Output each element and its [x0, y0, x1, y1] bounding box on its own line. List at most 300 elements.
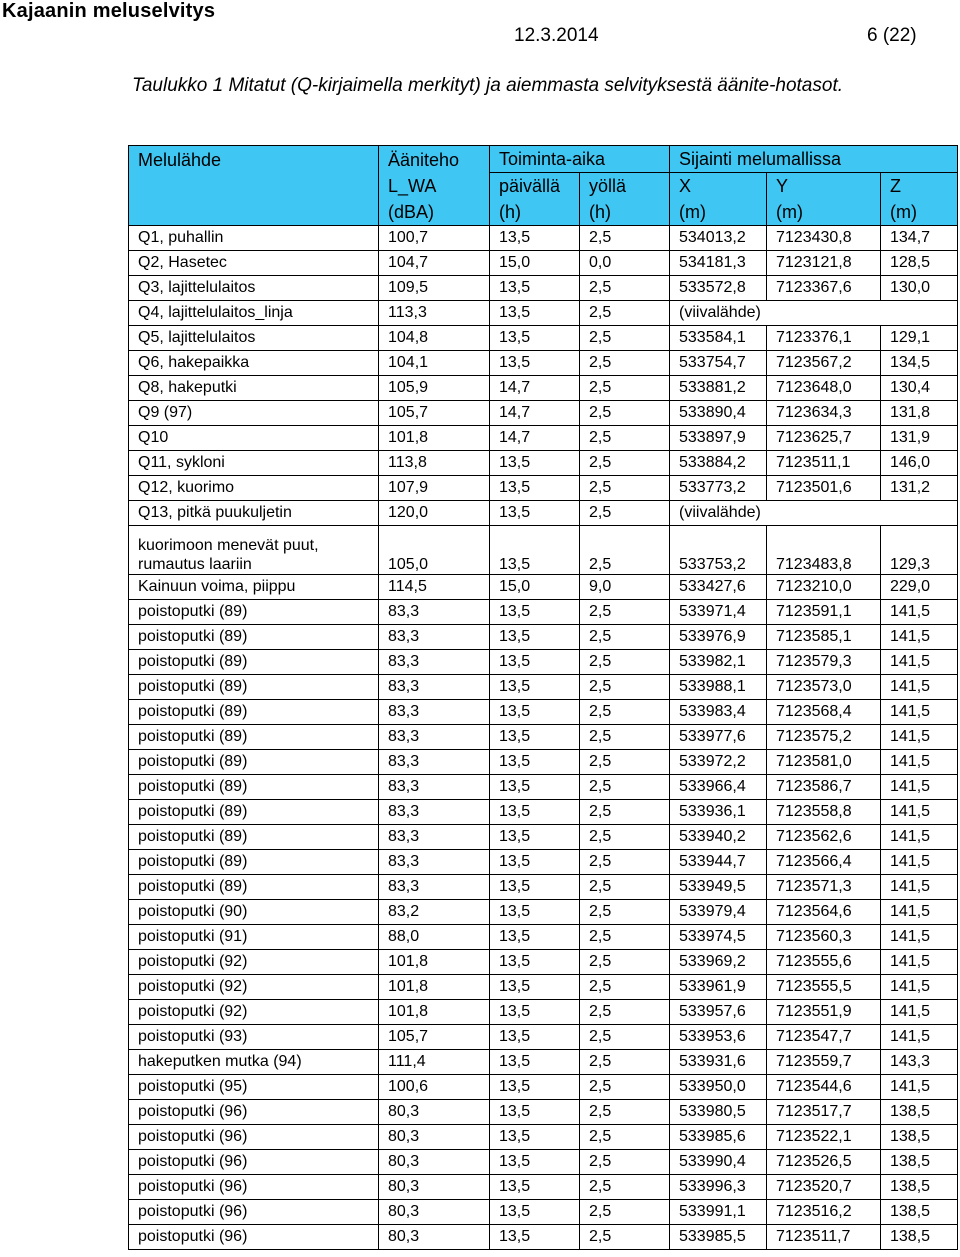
- table-row: [129, 700, 958, 725]
- cell-coord-x: 533950,0: [670, 1075, 767, 1100]
- cell-sound-power: 101,8: [379, 975, 490, 1000]
- cell-hours-day: 13,5: [490, 1225, 580, 1250]
- table-header-row: [129, 199, 958, 226]
- cell-source-name: poistoputki (92): [129, 975, 379, 1000]
- cell-hours-day: 13,5: [490, 476, 580, 501]
- cell-source-name: hakeputken mutka (94): [129, 1050, 379, 1075]
- header-power: Ääniteho: [379, 146, 490, 173]
- table-row: [129, 326, 958, 351]
- cell-source-name: Q5, lajittelulaitos: [129, 326, 379, 351]
- header-operation-time: Toiminta-aika: [490, 146, 670, 173]
- cell-coord-y: 7123210,0: [767, 575, 881, 600]
- cell-empty: [881, 501, 958, 526]
- cell-coord-y: 7123526,5: [767, 1150, 881, 1175]
- cell-sound-power: 114,5: [379, 575, 490, 600]
- table-row: [129, 900, 958, 925]
- cell-coord-y: 7123555,5: [767, 975, 881, 1000]
- cell-coord-y: 7123585,1: [767, 625, 881, 650]
- table-row: [129, 950, 958, 975]
- cell-coord-y: 7123520,7: [767, 1175, 881, 1200]
- cell-hours-day: 13,5: [490, 900, 580, 925]
- cell-sound-power: 120,0: [379, 501, 490, 526]
- cell-hours-day: 13,5: [490, 1100, 580, 1125]
- cell-hours-day: 13,5: [490, 675, 580, 700]
- cell-hours-day: 13,5: [490, 800, 580, 825]
- cell-sound-power: 83,3: [379, 750, 490, 775]
- cell-sound-power: 100,7: [379, 226, 490, 251]
- table-row: [129, 426, 958, 451]
- cell-sound-power: 101,8: [379, 1000, 490, 1025]
- table-row: [129, 625, 958, 650]
- cell-coord-y: 7123560,3: [767, 925, 881, 950]
- cell-sound-power: 80,3: [379, 1150, 490, 1175]
- cell-hours-day: 13,5: [490, 451, 580, 476]
- cell-coord-x: 533953,6: [670, 1025, 767, 1050]
- cell-sound-power: 101,8: [379, 950, 490, 975]
- table-row: [129, 1075, 958, 1100]
- cell-coord-z: 129,1: [881, 326, 958, 351]
- cell-coord-y: 7123579,3: [767, 650, 881, 675]
- cell-coord-y: 7123568,4: [767, 700, 881, 725]
- cell-hours-day: 13,5: [490, 276, 580, 301]
- cell-sound-power: 83,3: [379, 725, 490, 750]
- table-row: [129, 825, 958, 850]
- cell-source-name: poistoputki (90): [129, 900, 379, 925]
- table-row: [129, 251, 958, 276]
- cell-coord-y: 7123648,0: [767, 376, 881, 401]
- cell-coord-x: 533966,4: [670, 775, 767, 800]
- table-row: [129, 575, 958, 600]
- cell-source-name: Q4, lajittelulaitos_linja: [129, 301, 379, 326]
- cell-hours-night: 2,5: [580, 625, 670, 650]
- cell-source-name: poistoputki (89): [129, 800, 379, 825]
- cell-hours-night: 2,5: [580, 725, 670, 750]
- cell-source-name: Q1, puhallin: [129, 226, 379, 251]
- cell-source-name: Q9 (97): [129, 401, 379, 426]
- cell-hours-day: 13,5: [490, 326, 580, 351]
- cell-coord-z: 141,5: [881, 775, 958, 800]
- cell-hours-night: 2,5: [580, 326, 670, 351]
- cell-coord-z: 141,5: [881, 950, 958, 975]
- table-row: [129, 775, 958, 800]
- cell-coord-z: 141,5: [881, 675, 958, 700]
- table-row: [129, 376, 958, 401]
- cell-hours-day: 13,5: [490, 875, 580, 900]
- cell-coord-x: 533969,2: [670, 950, 767, 975]
- cell-coord-z: 141,5: [881, 975, 958, 1000]
- cell-hours-night: 2,5: [580, 875, 670, 900]
- cell-coord-x: 533990,4: [670, 1150, 767, 1175]
- cell-coord-y: 7123121,8: [767, 251, 881, 276]
- table-row: [129, 975, 958, 1000]
- cell-hours-night: 2,5: [580, 1175, 670, 1200]
- cell-hours-day: 13,5: [490, 1150, 580, 1175]
- cell-coord-x: 533957,6: [670, 1000, 767, 1025]
- cell-coord-y: 7123559,7: [767, 1050, 881, 1075]
- cell-coord-y: 7123581,0: [767, 750, 881, 775]
- cell-hours-day: 13,5: [490, 650, 580, 675]
- cell-hours-night: 2,5: [580, 925, 670, 950]
- header-empty-cell: [129, 173, 379, 200]
- cell-hours-day: 13,5: [490, 1050, 580, 1075]
- cell-sound-power: 104,8: [379, 326, 490, 351]
- cell-coord-y: 7123483,8: [767, 526, 881, 575]
- cell-sound-power: 83,3: [379, 600, 490, 625]
- cell-coord-x: 533884,2: [670, 451, 767, 476]
- cell-source-name: poistoputki (92): [129, 950, 379, 975]
- cell-hours-night: 2,5: [580, 1075, 670, 1100]
- cell-sound-power: 80,3: [379, 1125, 490, 1150]
- cell-coord-x: 533897,9: [670, 426, 767, 451]
- cell-hours-night: 2,5: [580, 900, 670, 925]
- cell-hours-night: 2,5: [580, 775, 670, 800]
- cell-coord-x: 533936,1: [670, 800, 767, 825]
- cell-coord-y: 7123573,0: [767, 675, 881, 700]
- header-unit-z: (m): [881, 199, 958, 226]
- cell-hours-day: 13,5: [490, 700, 580, 725]
- table-header-row: [129, 146, 958, 173]
- cell-coord-x: 533584,1: [670, 326, 767, 351]
- cell-source-name: poistoputki (89): [129, 750, 379, 775]
- cell-hours-night: 2,5: [580, 1025, 670, 1050]
- cell-coord-x: 533753,2: [670, 526, 767, 575]
- cell-hours-night: 2,5: [580, 1100, 670, 1125]
- cell-hours-day: 13,5: [490, 775, 580, 800]
- cell-hours-day: 14,7: [490, 376, 580, 401]
- table-row: [129, 1025, 958, 1050]
- table-row: [129, 351, 958, 376]
- cell-hours-night: 2,5: [580, 451, 670, 476]
- cell-source-name: poistoputki (96): [129, 1125, 379, 1150]
- cell-hours-day: 13,5: [490, 1000, 580, 1025]
- cell-hours-night: 2,5: [580, 700, 670, 725]
- cell-coord-x: 533991,1: [670, 1200, 767, 1225]
- cell-sound-power: 104,1: [379, 351, 490, 376]
- noise-source-table: [128, 145, 958, 1250]
- cell-sound-power: 80,3: [379, 1175, 490, 1200]
- cell-source-name: poistoputki (89): [129, 850, 379, 875]
- document-date: 12.3.2014: [514, 25, 599, 46]
- table-row: [129, 1225, 958, 1250]
- cell-coord-x: 533980,5: [670, 1100, 767, 1125]
- cell-hours-night: 2,5: [580, 226, 670, 251]
- table-row: [129, 1100, 958, 1125]
- header-y: Y: [767, 173, 881, 200]
- table-header-row: [129, 173, 958, 200]
- cell-coord-x: 533985,5: [670, 1225, 767, 1250]
- cell-coord-z: 141,5: [881, 1025, 958, 1050]
- cell-line-source-note: (viivalähde): [670, 301, 767, 326]
- cell-source-name: poistoputki (89): [129, 700, 379, 725]
- cell-hours-night: 2,5: [580, 750, 670, 775]
- cell-hours-day: 15,0: [490, 575, 580, 600]
- cell-coord-z: 141,5: [881, 1075, 958, 1100]
- cell-source-name: poistoputki (96): [129, 1175, 379, 1200]
- cell-coord-y: 7123591,1: [767, 600, 881, 625]
- cell-sound-power: 105,7: [379, 1025, 490, 1050]
- cell-hours-day: 13,5: [490, 1025, 580, 1050]
- cell-coord-x: 533988,1: [670, 675, 767, 700]
- cell-coord-z: 141,5: [881, 750, 958, 775]
- cell-coord-x: 533931,6: [670, 1050, 767, 1075]
- cell-coord-z: 143,3: [881, 1050, 958, 1075]
- cell-hours-day: 13,5: [490, 1075, 580, 1100]
- cell-coord-y: 7123555,6: [767, 950, 881, 975]
- table-row: [129, 675, 958, 700]
- cell-coord-z: 129,3: [881, 526, 958, 575]
- table-row: [129, 750, 958, 775]
- cell-hours-night: 2,5: [580, 301, 670, 326]
- cell-hours-day: 13,5: [490, 351, 580, 376]
- cell-source-name: poistoputki (89): [129, 775, 379, 800]
- cell-coord-y: 7123547,7: [767, 1025, 881, 1050]
- cell-hours-day: 13,5: [490, 301, 580, 326]
- table-row: [129, 800, 958, 825]
- cell-source-name-line1: kuorimoon menevät puut,: [138, 537, 319, 554]
- table-row: [129, 600, 958, 625]
- table-row: [129, 1175, 958, 1200]
- cell-coord-y: 7123522,1: [767, 1125, 881, 1150]
- cell-coord-z: 138,5: [881, 1175, 958, 1200]
- cell-coord-x: 533979,4: [670, 900, 767, 925]
- cell-coord-y: 7123558,8: [767, 800, 881, 825]
- cell-coord-y: 7123586,7: [767, 775, 881, 800]
- header-unit-dba: (dBA): [379, 199, 490, 226]
- cell-coord-z: 141,5: [881, 850, 958, 875]
- cell-coord-z: 141,5: [881, 725, 958, 750]
- cell-coord-z: 130,0: [881, 276, 958, 301]
- cell-coord-y: 7123551,9: [767, 1000, 881, 1025]
- cell-hours-night: 2,5: [580, 276, 670, 301]
- header-location: Sijainti melumallissa: [670, 146, 958, 173]
- cell-sound-power: 83,3: [379, 700, 490, 725]
- cell-sound-power: 101,8: [379, 426, 490, 451]
- table-row: [129, 850, 958, 875]
- cell-hours-night: 2,5: [580, 975, 670, 1000]
- cell-sound-power: 83,3: [379, 625, 490, 650]
- cell-sound-power: 83,3: [379, 775, 490, 800]
- cell-hours-day: 13,5: [490, 226, 580, 251]
- cell-source-name: poistoputki (89): [129, 875, 379, 900]
- cell-hours-night: 2,5: [580, 850, 670, 875]
- cell-source-name: Q12, kuorimo: [129, 476, 379, 501]
- page-number: 6 (22): [867, 25, 917, 46]
- cell-sound-power: 83,3: [379, 850, 490, 875]
- table-row: [129, 875, 958, 900]
- cell-coord-y: 7123430,8: [767, 226, 881, 251]
- cell-hours-night: 2,5: [580, 526, 670, 575]
- table-row: [129, 725, 958, 750]
- cell-sound-power: 80,3: [379, 1200, 490, 1225]
- cell-source-name: poistoputki (96): [129, 1225, 379, 1250]
- cell-coord-z: 229,0: [881, 575, 958, 600]
- table-row: [129, 476, 958, 501]
- cell-hours-night: 2,5: [580, 1225, 670, 1250]
- cell-coord-y: 7123634,3: [767, 401, 881, 426]
- cell-source-name: poistoputki (96): [129, 1200, 379, 1225]
- cell-hours-night: 2,5: [580, 1125, 670, 1150]
- cell-source-name: Kainuun voima, piippu: [129, 575, 379, 600]
- table-row: [129, 925, 958, 950]
- cell-hours-day: 14,7: [490, 426, 580, 451]
- cell-coord-z: 134,7: [881, 226, 958, 251]
- cell-hours-night: 2,5: [580, 950, 670, 975]
- cell-sound-power: 105,7: [379, 401, 490, 426]
- cell-source-name: poistoputki (95): [129, 1075, 379, 1100]
- cell-coord-x: 533773,2: [670, 476, 767, 501]
- cell-coord-z: 141,5: [881, 1000, 958, 1025]
- cell-hours-night: 2,5: [580, 825, 670, 850]
- cell-coord-x: 533976,9: [670, 625, 767, 650]
- cell-hours-night: 0,0: [580, 251, 670, 276]
- cell-coord-y: 7123564,6: [767, 900, 881, 925]
- cell-hours-night: 2,5: [580, 351, 670, 376]
- cell-coord-x: 533940,2: [670, 825, 767, 850]
- table-row: [129, 226, 958, 251]
- cell-coord-z: 130,4: [881, 376, 958, 401]
- table-row: [129, 1000, 958, 1025]
- header-unit-h-night: (h): [580, 199, 670, 226]
- cell-coord-z: 141,5: [881, 900, 958, 925]
- cell-source-name: poistoputki (91): [129, 925, 379, 950]
- cell-hours-night: 2,5: [580, 1150, 670, 1175]
- cell-sound-power: 83,2: [379, 900, 490, 925]
- table-row: [129, 501, 958, 526]
- cell-hours-day: 13,5: [490, 725, 580, 750]
- cell-sound-power: 107,9: [379, 476, 490, 501]
- cell-coord-z: 134,5: [881, 351, 958, 376]
- table-row: [129, 276, 958, 301]
- cell-source-name: Q2, Hasetec: [129, 251, 379, 276]
- cell-sound-power: 80,3: [379, 1100, 490, 1125]
- cell-coord-y: 7123511,7: [767, 1225, 881, 1250]
- cell-coord-x: 533985,6: [670, 1125, 767, 1150]
- document-title: Kajaanin meluselvitys: [2, 0, 216, 22]
- cell-coord-y: 7123567,2: [767, 351, 881, 376]
- header-day: päivällä: [490, 173, 580, 200]
- cell-source-name: poistoputki (89): [129, 625, 379, 650]
- cell-coord-x: 533977,6: [670, 725, 767, 750]
- cell-hours-day: 13,5: [490, 600, 580, 625]
- cell-coord-x: 534181,3: [670, 251, 767, 276]
- cell-coord-z: 141,5: [881, 800, 958, 825]
- header-empty-cell: [129, 199, 379, 226]
- cell-hours-day: 13,5: [490, 1200, 580, 1225]
- table-caption: Taulukko 1 Mitatut (Q-kirjaimella merkityt) ja aiemmasta selvityksestä äänite-hotasot.: [132, 75, 843, 96]
- cell-coord-y: 7123376,1: [767, 326, 881, 351]
- table-row: [129, 1150, 958, 1175]
- cell-source-name: poistoputki (89): [129, 825, 379, 850]
- cell-source-name: poistoputki (89): [129, 725, 379, 750]
- cell-coord-y: 7123625,7: [767, 426, 881, 451]
- cell-source-name: Q10: [129, 426, 379, 451]
- header-unit-h-day: (h): [490, 199, 580, 226]
- cell-source-name: Q3, lajittelulaitos: [129, 276, 379, 301]
- cell-hours-day: 13,5: [490, 526, 580, 575]
- cell-coord-y: 7123501,6: [767, 476, 881, 501]
- cell-empty: [767, 301, 881, 326]
- table-row: [129, 650, 958, 675]
- cell-coord-z: 141,5: [881, 825, 958, 850]
- cell-hours-day: 13,5: [490, 625, 580, 650]
- cell-source-name: poistoputki (96): [129, 1150, 379, 1175]
- cell-coord-x: 533961,9: [670, 975, 767, 1000]
- cell-coord-z: 138,5: [881, 1100, 958, 1125]
- cell-sound-power: 83,3: [379, 825, 490, 850]
- cell-coord-x: 533972,2: [670, 750, 767, 775]
- cell-coord-z: 141,5: [881, 875, 958, 900]
- cell-coord-z: 141,5: [881, 600, 958, 625]
- cell-coord-y: 7123566,4: [767, 850, 881, 875]
- header-unit-y: (m): [767, 199, 881, 226]
- table-row: [129, 451, 958, 476]
- cell-line-source-note: (viivalähde): [670, 501, 767, 526]
- cell-source-name: Q11, sykloni: [129, 451, 379, 476]
- cell-coord-z: 141,5: [881, 625, 958, 650]
- cell-hours-night: 2,5: [580, 1050, 670, 1075]
- cell-coord-x: 533971,4: [670, 600, 767, 625]
- cell-coord-z: 131,2: [881, 476, 958, 501]
- cell-coord-y: 7123516,2: [767, 1200, 881, 1225]
- cell-empty: [881, 301, 958, 326]
- cell-sound-power: 104,7: [379, 251, 490, 276]
- header-x: X: [670, 173, 767, 200]
- cell-coord-z: 141,5: [881, 925, 958, 950]
- cell-hours-night: 2,5: [580, 650, 670, 675]
- cell-sound-power: 83,3: [379, 875, 490, 900]
- cell-coord-z: 131,9: [881, 426, 958, 451]
- cell-source-name: Q6, hakepaikka: [129, 351, 379, 376]
- table-row: [129, 1050, 958, 1075]
- header-z: Z: [881, 173, 958, 200]
- cell-sound-power: 83,3: [379, 675, 490, 700]
- header-source: Melulähde: [129, 146, 379, 173]
- cell-coord-y: 7123511,1: [767, 451, 881, 476]
- cell-hours-day: 13,5: [490, 750, 580, 775]
- cell-coord-z: 141,5: [881, 700, 958, 725]
- header-lwa: L_WA: [379, 173, 490, 200]
- cell-source-name: Q8, hakeputki: [129, 376, 379, 401]
- cell-source-name: poistoputki (93): [129, 1025, 379, 1050]
- cell-source-name: poistoputki (89): [129, 675, 379, 700]
- header-unit-x: (m): [670, 199, 767, 226]
- cell-sound-power: 113,3: [379, 301, 490, 326]
- table-row: [129, 401, 958, 426]
- cell-source-name: Q13, pitkä puukuljetin: [129, 501, 379, 526]
- cell-hours-day: 13,5: [490, 850, 580, 875]
- cell-coord-y: 7123544,6: [767, 1075, 881, 1100]
- cell-sound-power: 105,0: [379, 526, 490, 575]
- cell-hours-day: 13,5: [490, 950, 580, 975]
- cell-sound-power: 100,6: [379, 1075, 490, 1100]
- cell-sound-power: 80,3: [379, 1225, 490, 1250]
- cell-hours-day: 14,7: [490, 401, 580, 426]
- cell-hours-night: 2,5: [580, 1000, 670, 1025]
- cell-sound-power: 109,5: [379, 276, 490, 301]
- cell-coord-y: 7123571,3: [767, 875, 881, 900]
- cell-coord-x: 533890,4: [670, 401, 767, 426]
- cell-hours-night: 2,5: [580, 426, 670, 451]
- cell-hours-night: 2,5: [580, 401, 670, 426]
- cell-sound-power: 111,4: [379, 1050, 490, 1075]
- cell-coord-z: 146,0: [881, 451, 958, 476]
- cell-coord-z: 138,5: [881, 1150, 958, 1175]
- cell-coord-x: 533974,5: [670, 925, 767, 950]
- cell-hours-day: 13,5: [490, 1125, 580, 1150]
- cell-hours-night: 2,5: [580, 476, 670, 501]
- cell-coord-z: 128,5: [881, 251, 958, 276]
- cell-hours-day: 13,5: [490, 501, 580, 526]
